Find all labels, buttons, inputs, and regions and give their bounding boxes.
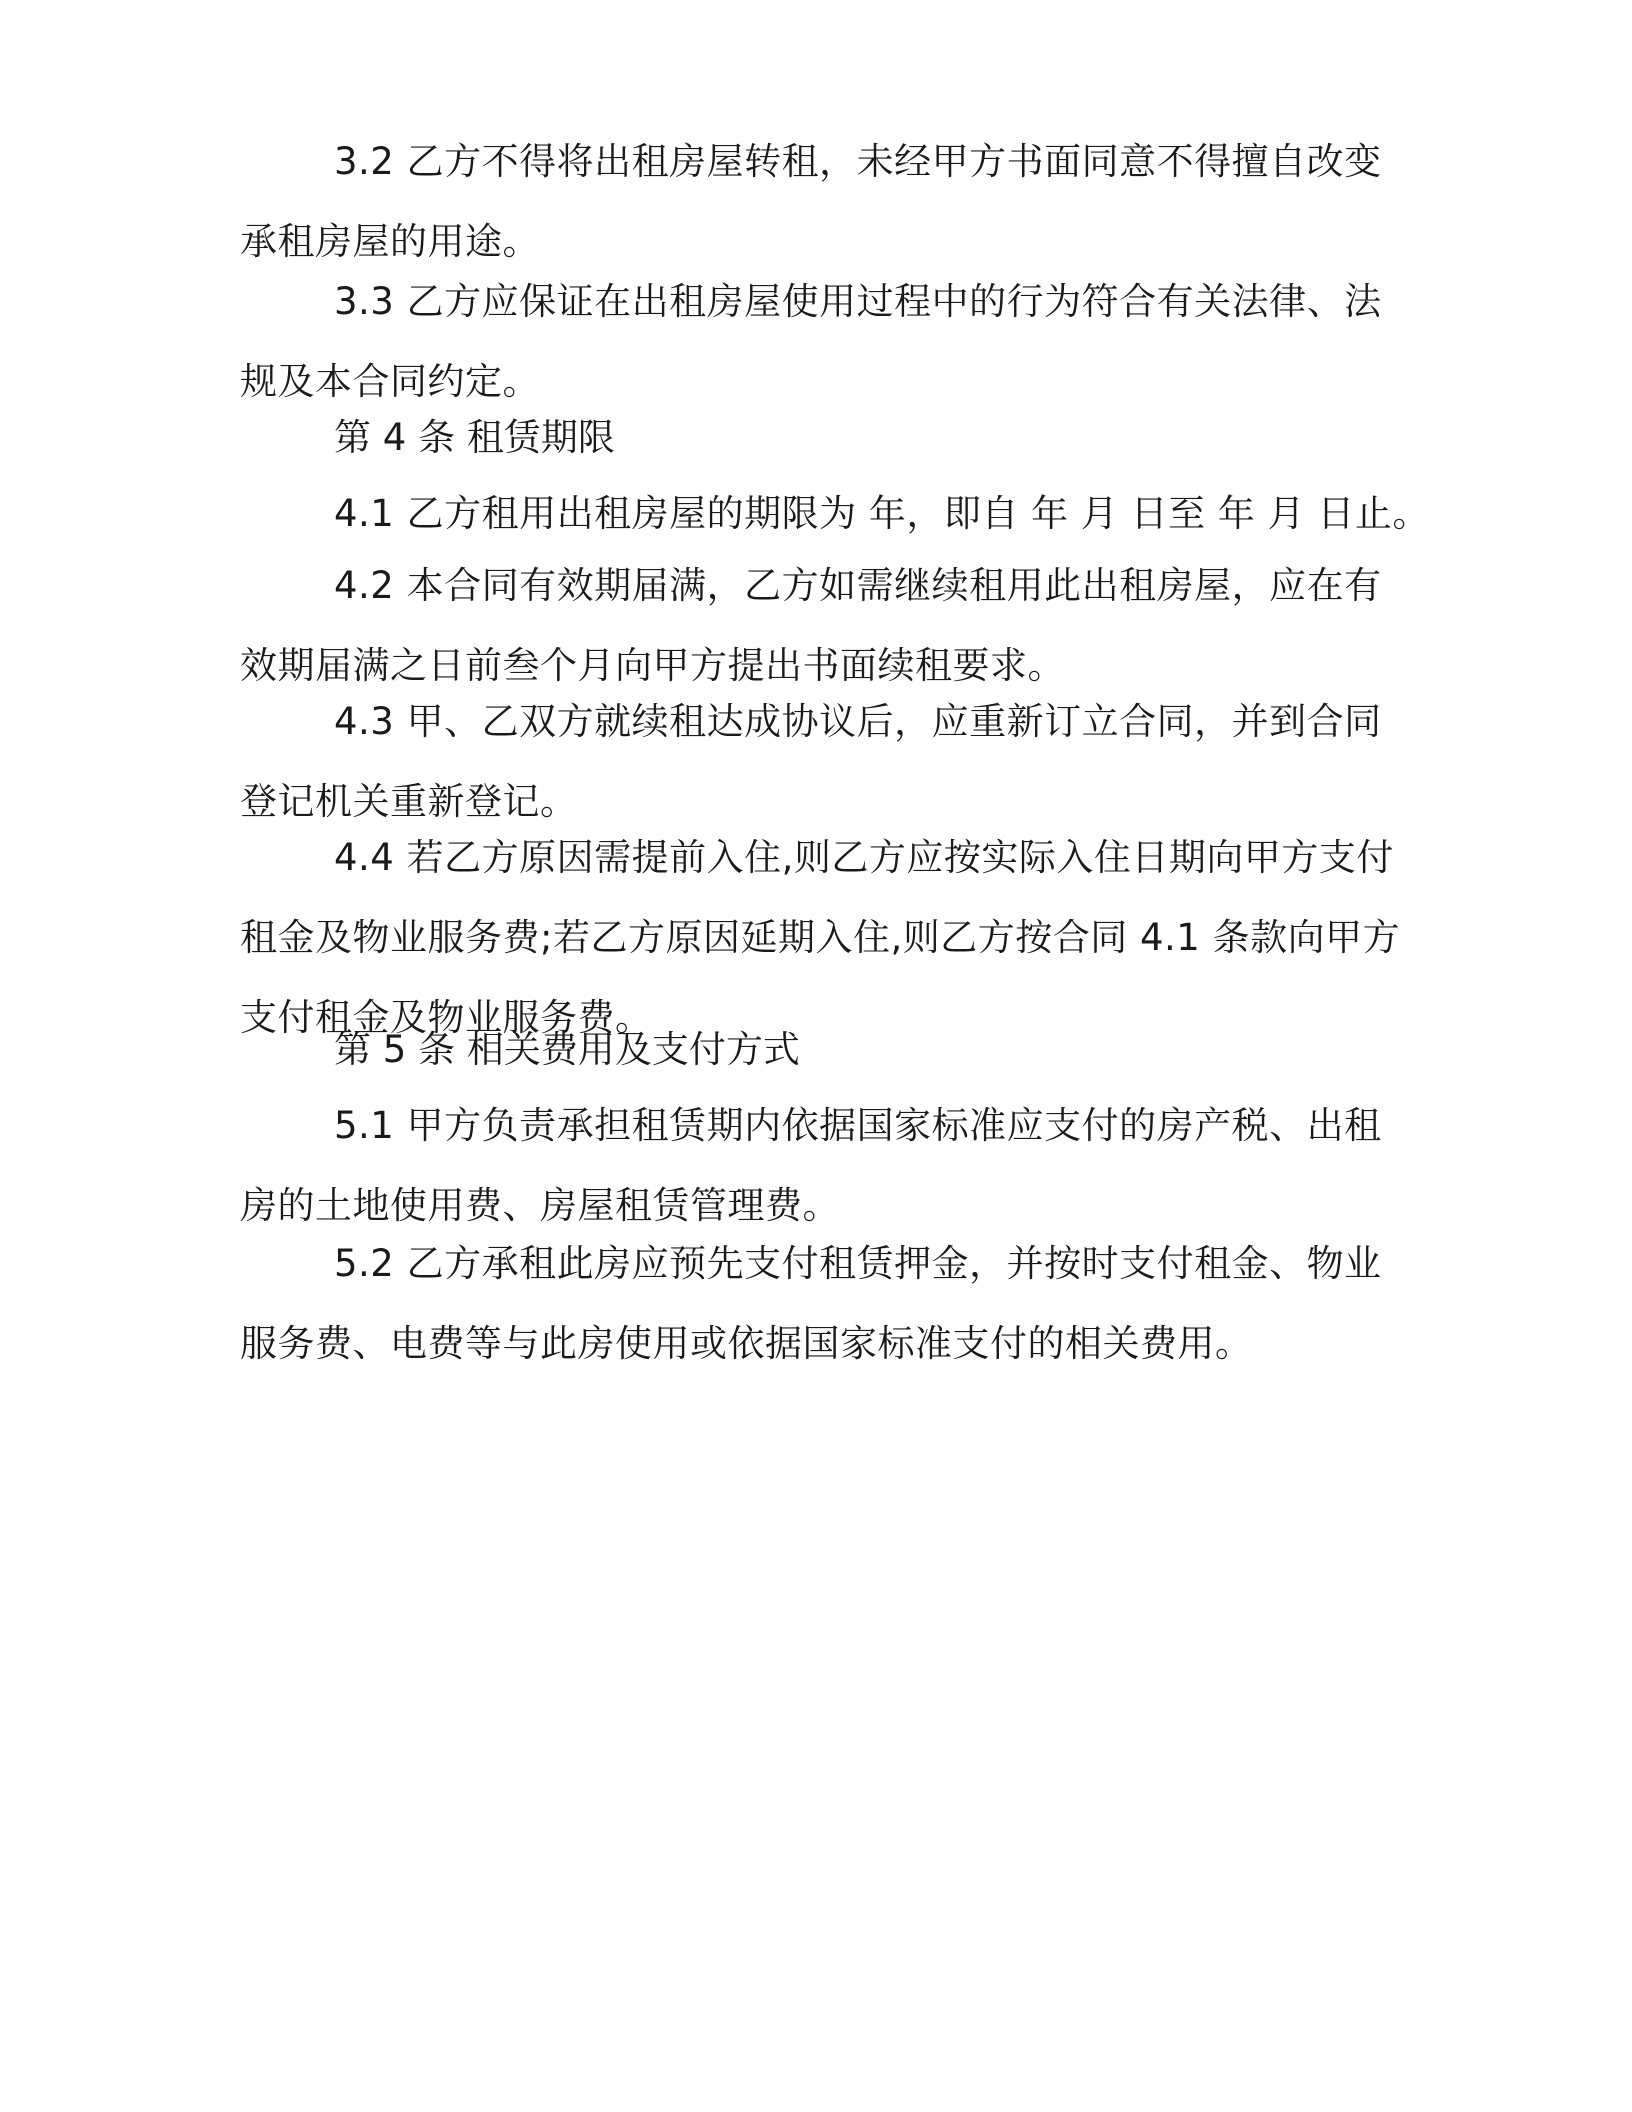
- clause-3-2-line-1: 3.2 乙方不得将出租房屋转租，未经甲方书面同意不得擅自改变: [334, 140, 1382, 183]
- clause-3-3-line-2: 规及本合同约定。: [240, 360, 540, 403]
- article-5-heading: 第 5 条 相关费用及支付方式: [334, 1028, 800, 1071]
- clause-4-4-line-1: 4.4 若乙方原因需提前入住,则乙方应按实际入住日期向甲方支付: [334, 836, 1394, 879]
- clause-4-4-line-3: 支付租金及物业服务费。: [240, 996, 653, 1039]
- clause-5-2-line-2: 服务费、电费等与此房使用或依据国家标准支付的相关费用。: [240, 1322, 1253, 1365]
- clause-5-1: [240, 1086, 1380, 1246]
- clause-3-2: [240, 122, 1380, 282]
- clause-4-1: [240, 474, 1430, 554]
- clause-4-4-line-2: 租金及物业服务费;若乙方原因延期入住,则乙方按合同 4.1 条款向甲方: [240, 916, 1401, 959]
- clause-5-2: [240, 1224, 1380, 1384]
- clause-4-3-line-2: 登记机关重新登记。: [240, 780, 578, 823]
- clause-5-1-line-1: 5.1 甲方负责承担租赁期内依据国家标准应支付的房产税、出租: [334, 1104, 1382, 1147]
- clause-3-3-line-1: 3.3 乙方应保证在出租房屋使用过程中的行为符合有关法律、法: [334, 280, 1382, 323]
- clause-3-2-line-2: 承租房屋的用途。: [240, 220, 540, 263]
- clause-4-2-line-1: 4.2 本合同有效期届满，乙方如需继续租用此出租房屋，应在有: [334, 564, 1382, 607]
- article-4-heading: 第 4 条 租赁期限: [334, 416, 615, 459]
- clause-4-2-line-2: 效期届满之日前叁个月向甲方提出书面续租要求。: [240, 644, 1065, 687]
- clause-4-3-line-1: 4.3 甲、乙双方就续租达成协议后，应重新订立合同，并到合同: [334, 700, 1382, 743]
- clause-5-2-line-1: 5.2 乙方承租此房应预先支付租赁押金，并按时支付租金、物业: [334, 1242, 1382, 1285]
- clause-5-1-line-2: 房的土地使用费、房屋租赁管理费。: [240, 1184, 840, 1227]
- clause-4-1-line-1: 4.1 乙方租用出租房屋的期限为 年，即自 年 月 日至 年 月 日止。: [334, 492, 1430, 535]
